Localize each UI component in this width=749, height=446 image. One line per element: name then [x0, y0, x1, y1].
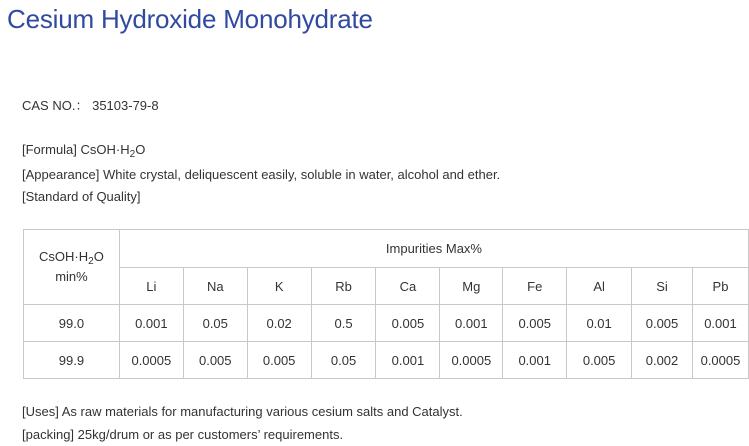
- main-col-base: CsOH·H: [39, 249, 89, 264]
- uses-line: [22, 404, 463, 419]
- impurity-cell: 0.005: [247, 342, 311, 379]
- impurity-cell: 0.005: [376, 305, 440, 342]
- impurity-cell: 0.0005: [119, 342, 183, 379]
- page-title: Cesium Hydroxide Monohydrate: [7, 4, 373, 34]
- standard-of-quality-label: [Standard of Quality]: [22, 189, 141, 204]
- element-header-row: [24, 268, 749, 305]
- formula-line: [22, 142, 146, 160]
- impurity-cell: 0.005: [632, 305, 693, 342]
- impurity-cell: 0.5: [311, 305, 376, 342]
- impurity-cell: 0.0005: [692, 342, 748, 379]
- impurity-cell: 0.0005: [440, 342, 503, 379]
- impurity-cell: 0.005: [503, 305, 567, 342]
- table-header-row: [24, 230, 749, 268]
- element-header-mg: Mg: [440, 268, 503, 305]
- main-col-tail: O: [93, 249, 104, 264]
- main-col-unit: min%: [55, 269, 88, 284]
- main-col-subscript: 2: [88, 256, 94, 267]
- packing-line: [22, 427, 343, 442]
- table-row: [24, 342, 749, 379]
- packing-label: [packing]: [22, 427, 75, 442]
- uses-text: As raw materials for manufacturing various cesium salts and Catalyst.: [61, 404, 463, 419]
- impurities-header: Impurities Max%: [119, 230, 748, 268]
- impurity-cell: 0.001: [119, 305, 183, 342]
- quality-standard-table: [23, 229, 749, 379]
- impurity-cell: 0.001: [376, 342, 440, 379]
- main-content-cell: 99.9: [24, 342, 120, 379]
- cas-value: 35103-79-8: [92, 98, 159, 113]
- main-content-cell: 99.0: [24, 305, 120, 342]
- formula-tail: O: [135, 142, 146, 157]
- appearance-line: [22, 167, 500, 182]
- appearance-text: White crystal, deliquescent easily, soluble in water, alcohol and ether.: [102, 167, 501, 182]
- element-header-fe: Fe: [503, 268, 567, 305]
- element-header-pb: Pb: [692, 268, 748, 305]
- formula-label: [Formula]: [22, 142, 77, 157]
- table-row: [24, 305, 749, 342]
- cas-number-line: [22, 95, 159, 114]
- impurity-cell: 0.002: [632, 342, 693, 379]
- element-header-al: Al: [567, 268, 632, 305]
- element-header-ca: Ca: [376, 268, 440, 305]
- appearance-label: [Appearance]: [22, 167, 100, 182]
- impurity-cell: 0.05: [183, 305, 247, 342]
- uses-label: [Uses]: [22, 404, 59, 419]
- element-header-rb: Rb: [311, 268, 376, 305]
- formula-subscript: 2: [129, 149, 136, 160]
- impurity-cell: 0.01: [567, 305, 632, 342]
- element-header-li: Li: [119, 268, 183, 305]
- impurity-cell: 0.005: [183, 342, 247, 379]
- element-header-si: Si: [632, 268, 693, 305]
- impurity-cell: 0.001: [692, 305, 748, 342]
- main-column-header: [24, 230, 120, 305]
- impurity-cell: 0.001: [503, 342, 567, 379]
- element-header-na: Na: [183, 268, 247, 305]
- impurity-cell: 0.02: [247, 305, 311, 342]
- packing-text: 25kg/drum or as per customers’ requirements.: [77, 427, 344, 442]
- impurity-cell: 0.05: [311, 342, 376, 379]
- impurity-cell: 0.001: [440, 305, 503, 342]
- impurity-cell: 0.005: [567, 342, 632, 379]
- element-header-k: K: [247, 268, 311, 305]
- formula-base: CsOH·H: [80, 142, 130, 157]
- cas-label: CAS NO.：: [22, 98, 89, 113]
